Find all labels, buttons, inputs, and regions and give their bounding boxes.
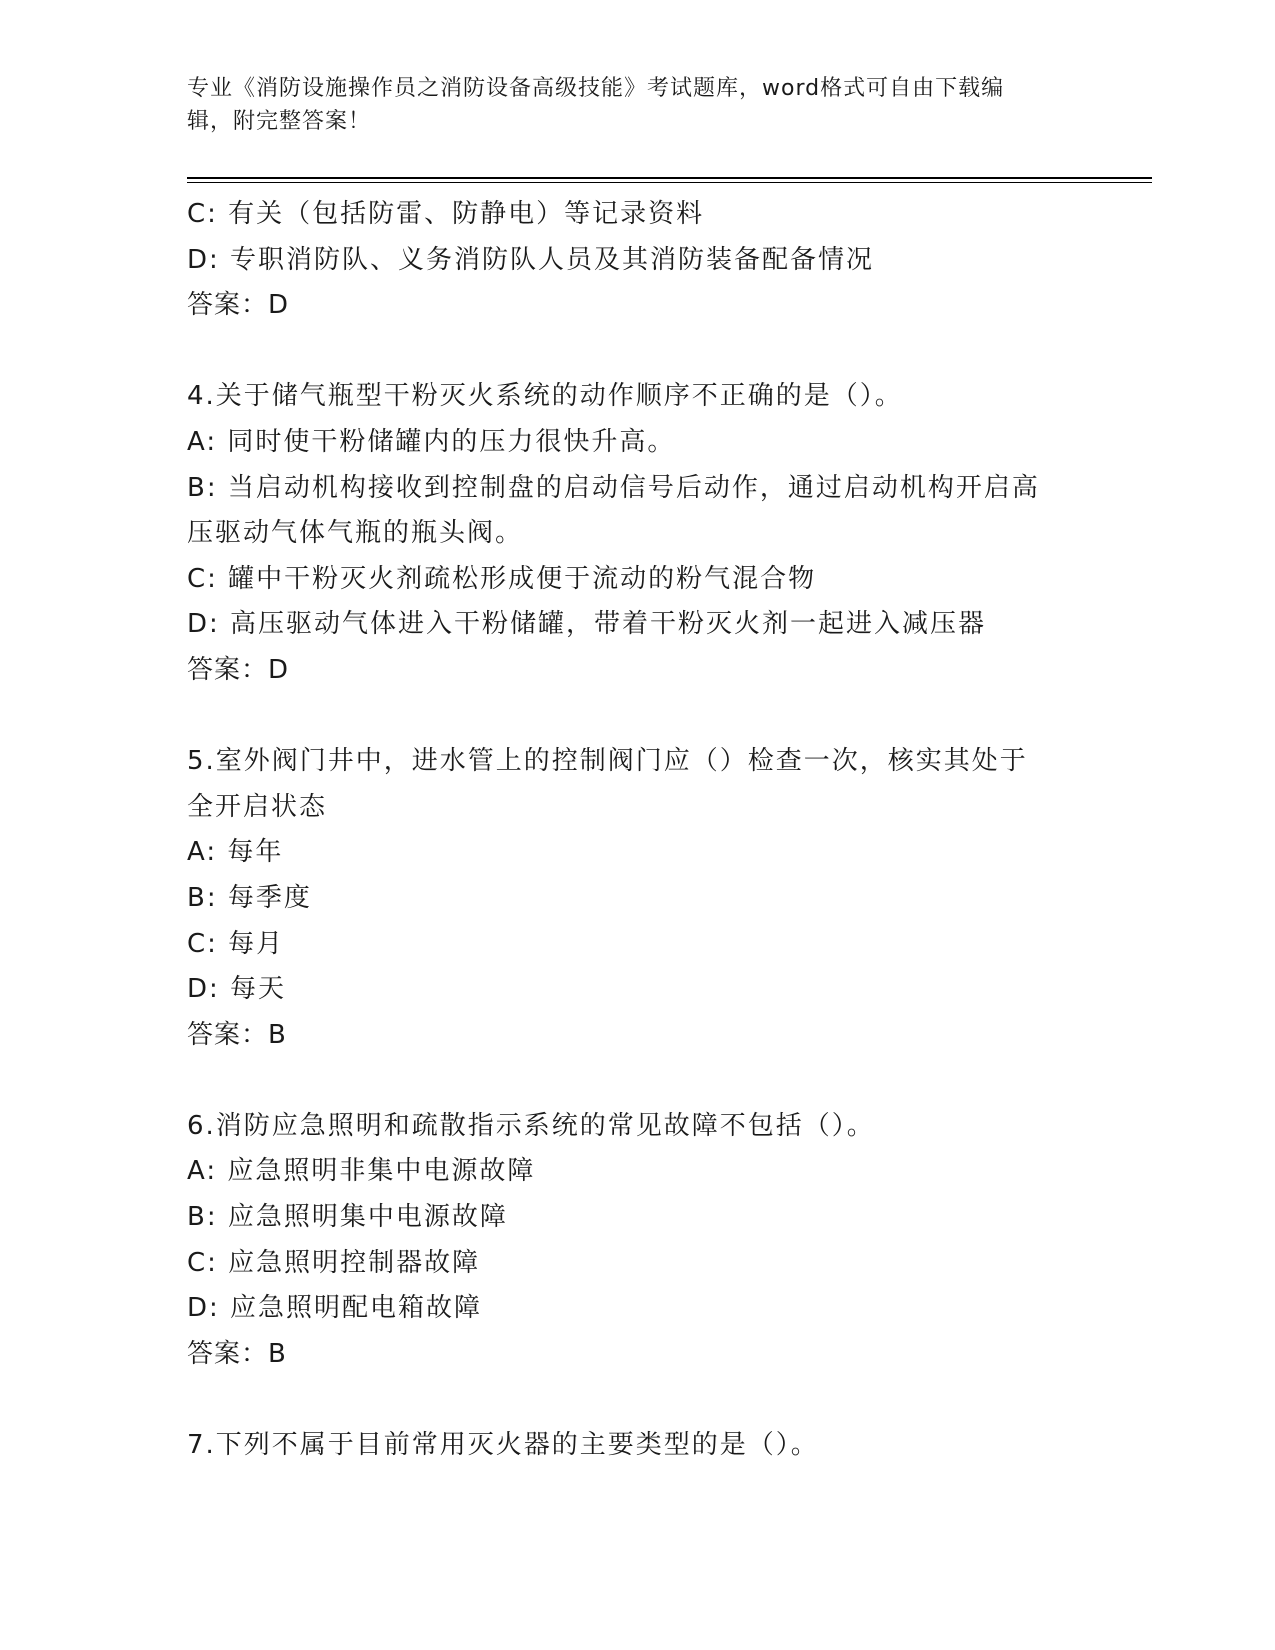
spacer [187,1058,1087,1104]
option-c: C: 每月 [187,928,285,959]
option-d: D: 应急照明配电箱故障 [187,1293,483,1324]
question-text-line-2: 全开启状态 [187,791,328,822]
option-a: A: 每年 [187,837,284,868]
answer: 答案：D [187,290,290,321]
question-4 [187,374,1087,693]
option-a: A: 应急照明非集中电源故障 [187,1156,536,1187]
option-d: D: 高压驱动气体进入干粉储罐，带着干粉灭火剂一起进入减压器 [187,609,987,640]
option-b: B: 每季度 [187,882,312,913]
answer: 答案：B [187,1338,287,1369]
option-c: C: 有关（包括防雷、防静电）等记录资料 [187,199,705,229]
option-b-line-1: B: 当启动机构接收到控制盘的启动信号后动作，通过启动机构开启高 [187,472,1040,503]
header-rule-thick [187,177,1152,179]
question-5 [187,739,1087,1058]
question-text: 7.下列不属于目前常用灭火器的主要类型的是（）。 [187,1430,819,1461]
header-rule-thin [187,182,1152,183]
option-b-line-2: 压驱动气体气瓶的瓶头阀。 [187,518,524,549]
question-text: 6.消防应急照明和疏散指示系统的常见故障不包括（）。 [187,1110,875,1141]
question-content [187,192,1087,1469]
option-b: B: 应急照明集中电源故障 [187,1202,508,1233]
question-text: 4.关于储气瓶型干粉灭火系统的动作顺序不正确的是（）。 [187,381,903,412]
question-text-line-1: 5.室外阀门井中，进水管上的控制阀门应（）检查一次，核实其处于 [187,746,1028,777]
spacer [187,1377,1087,1423]
header-line-2: 辑，附完整答案！ [187,109,372,134]
option-c: C: 罐中干粉灭火剂疏松形成便于流动的粉气混合物 [187,563,817,594]
option-d: D: 每天 [187,974,287,1005]
answer: 答案：B [187,1019,287,1050]
spacer [187,694,1087,740]
question-3 [187,192,1087,329]
question-7 [187,1423,1087,1469]
option-c: C: 应急照明控制器故障 [187,1247,481,1278]
question-6 [187,1104,1087,1378]
option-a: A: 同时使干粉储罐内的压力很快升高。 [187,426,676,457]
header-line-1: 专业《消防设施操作员之消防设备高级技能》考试题库，word格式可自由下载编 [187,76,1005,101]
answer: 答案：D [187,654,290,685]
option-d: D: 专职消防队、义务消防队人员及其消防装备配备情况 [187,244,875,275]
spacer [187,329,1087,375]
document-header [187,72,1087,138]
